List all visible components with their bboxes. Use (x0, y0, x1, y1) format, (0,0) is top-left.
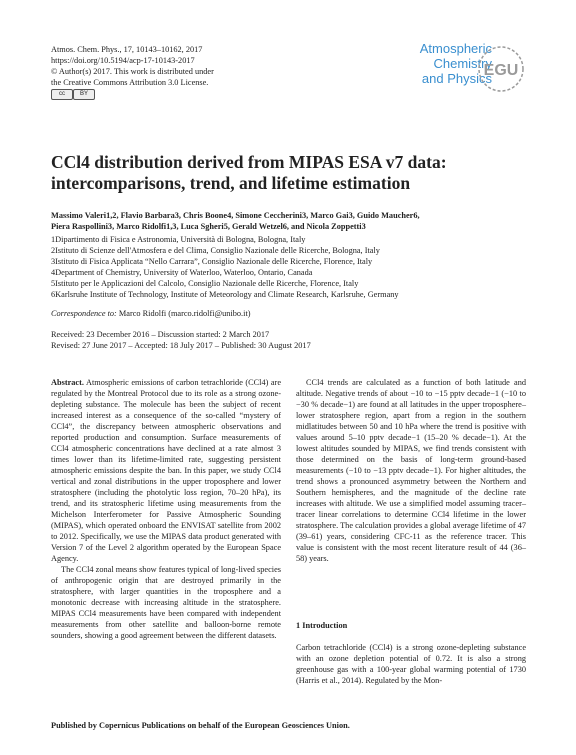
copyright: © Author(s) 2017. This work is distributed under (51, 67, 214, 76)
authors-line2: Piera Raspollini3, Marco Ridolfi1,3, Luca Sgheri5, Gerald Wetzel6, and Nicola Zoppetti3 (51, 222, 366, 231)
affiliation-list (51, 234, 526, 300)
correspondence-email[interactable]: Marco Ridolfi (marco.ridolfi@unibo.it) (118, 309, 251, 318)
abstract-paragraph-1 (51, 377, 281, 564)
journal-name-line1: Atmospheric (419, 41, 492, 56)
abstract-right-column (296, 377, 526, 564)
abstract-paragraph-2: The CCl4 zonal means show features typical of long-lived species of anthropogenic origin that are destroyed primarily in the stratosphere, with larger quantities in the troposphere and a monotonic decrease with increasing altitude in the stratosphere. MIPAS CCl4 measurements have been compared with independent measurements from other satellite and balloon-borne remote sounders, showing a good agreement between the different datasets. (51, 565, 281, 640)
correspondence-label: Correspondence to: (51, 309, 117, 318)
citation: Atmos. Chem. Phys., 17, 10143–10162, 2017 (51, 45, 203, 54)
license: the Creative Commons Attribution 3.0 License. (51, 78, 209, 87)
paper-title (51, 152, 521, 194)
doi-link[interactable]: https://doi.org/10.5194/acp-17-10143-2017 (51, 56, 195, 65)
by-license-icon[interactable]: BY (73, 89, 95, 100)
abstract-label: Abstract. (51, 378, 84, 387)
affiliation-3: 3Istituto di Fisica Applicata “Nello Carrara”, Consiglio Nazionale delle Ricerche, Florence, Italy (51, 257, 373, 266)
dates-line2: Revised: 27 June 2017 – Accepted: 18 July 2017 – Published: 30 August 2017 (51, 341, 311, 350)
affiliation-6: 6Karlsruhe Institute of Technology, Institute of Meteorology and Climate Research, Karlsruhe, Germany (51, 290, 399, 299)
dates-line1: Received: 23 December 2016 – Discussion started: 2 March 2017 (51, 330, 270, 339)
correspondence (51, 308, 251, 319)
section-heading-introduction: 1 Introduction (296, 621, 348, 630)
journal-name-line2: Chemistry (433, 56, 492, 71)
publisher-footer: Published by Copernicus Publications on behalf of the European Geosciences Union. (51, 721, 350, 730)
journal-name (372, 41, 492, 86)
affiliation-1: 1Dipartimento di Fisica e Astronomia, Università di Bologna, Bologna, Italy (51, 235, 306, 244)
introduction-text: Carbon tetrachloride (CCl4) is a strong ozone-depleting substance with an ozone depletion potential of 0.72. It is also a strong greenhouse gas with a 100-year global warming potential of 1730 (Harris et al., 2014). Regulated by the Mon- (296, 643, 526, 685)
publication-dates (51, 329, 311, 351)
article-header (51, 44, 214, 88)
cc-license-icon[interactable]: cc (51, 89, 73, 100)
affiliation-5: 5Istituto per le Applicazioni del Calcolo, Consiglio Nazionale delle Ricerche, Florence, Italy (51, 279, 359, 288)
abstract-left-column (51, 377, 281, 641)
title-line2: intercomparisons, trend, and lifetime estimation (51, 173, 411, 193)
abstract-paragraph-3: CCl4 trends are calculated as a function of both latitude and altitude. Negative trends of about −10 to −15 pptv decade−1 (−10 to −30 % decade−1) are found at all latitudes in the upper troposphere–lower stratosphere region, apart from a region in the southern midlatitudes between 50 and 10 hPa where the trend is positive with values around 5–10 pptv decade−1 (15–20 % decade−1). At the lowest altitudes sounded by MIPAS, we find trends consistent with those determined on the basis of long-term ground-based measurements (−10 to −13 pptv decade−1). For higher altitudes, the trend shows a pronounced asymmetry between the Northern and Southern hemispheres, and the magnitude of the decline rate increases with altitude. We use a simplified model assuming tracer–tracer linear correlations to determine CCl4 lifetime in the lower stratosphere. The calculation provides a global average lifetime of 47 (39–61) years, considering CFC-11 as the reference tracer. This value is consistent with the most recent literature result of 44 (36–58) years. (296, 378, 526, 563)
affiliation-4: 4Department of Chemistry, University of Waterloo, Waterloo, Ontario, Canada (51, 268, 313, 277)
authors-line1: Massimo Valeri1,2, Flavio Barbara3, Chris Boone4, Simone Ceccherini3, Marco Gai3, Guido Maucher6, (51, 211, 420, 220)
egu-logo-text: EGU (483, 62, 519, 79)
title-line1: CCl4 distribution derived from MIPAS ESA v7 data: (51, 152, 447, 172)
abstract-text-1: Atmospheric emissions of carbon tetrachloride (CCl4) are regulated by the Montreal Protocol due to its role as a strong ozone-depleting substance. The molecule has been the subject of recent increased interest as a consequence of the so-called “mystery of CCl4”, the discrepancy between atmospheric observations and reported production and consumption. Surface measurements of CCl4 atmospheric concentrations have declined at a rate almost 3 times lower than its lifetime-limited rate, suggesting persistent atmospheric emissions despite the ban. In this paper, we study CCl4 vertical and zonal distributions in the upper troposphere and lower stratosphere (including the photolytic loss region, 70–20 hPa), its trend, and its stratospheric lifetime using measurements from the Michelson Interferometer for Passive Atmospheric Sounding (MIPAS), which operated onboard the ENVISAT satellite from 2002 to 2012. Specifically, we use the MIPAS data product generated with Version 7 of the Level 2 algorithm operated by the European Space Agency. (51, 378, 281, 563)
author-list (51, 210, 526, 232)
egu-logo-icon (476, 44, 526, 94)
affiliation-2: 2Istituto di Scienze dell'Atmosfera e del Clima, Consiglio Nazionale delle Ricerche, Bologna, Italy (51, 246, 380, 255)
journal-name-line3: and Physics (421, 71, 492, 86)
